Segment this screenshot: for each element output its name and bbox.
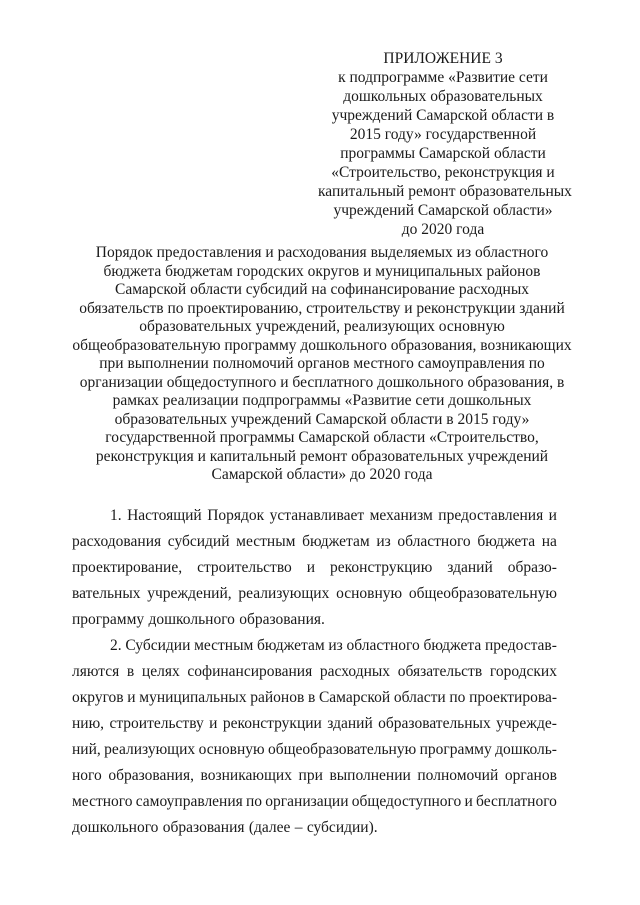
word: и	[127, 689, 136, 706]
word: дошколь-	[495, 741, 557, 758]
word: проектирование,	[72, 559, 183, 576]
word: строительство	[197, 559, 292, 576]
word: расходных	[319, 663, 391, 680]
word: и	[306, 559, 316, 576]
heading-line: бюджета бюджетам городских округов и муниципальных районов	[103, 262, 541, 280]
paragraph-1	[72, 503, 557, 633]
paragraph-line	[72, 711, 557, 737]
paragraph-line	[72, 581, 557, 607]
word: образования.	[239, 611, 325, 628]
word: образовательных	[378, 715, 491, 732]
word: бюджетам	[257, 637, 325, 654]
word: программу	[419, 741, 492, 758]
paragraph-line	[72, 815, 557, 841]
word: по	[246, 793, 263, 810]
word: (далее	[248, 819, 291, 836]
word: строительству	[109, 715, 204, 732]
word: 1.	[110, 507, 122, 524]
word: проектирова-	[469, 689, 557, 706]
word: вательных	[72, 585, 141, 602]
word: в	[126, 663, 135, 680]
word: в	[307, 689, 316, 706]
paragraph-line	[72, 789, 557, 815]
word: из	[328, 637, 343, 654]
appendix-title: ПРИЛОЖЕНИЕ 3	[383, 50, 503, 67]
word: возникающих	[200, 767, 292, 784]
appendix-line: «Строительство, реконструкция и	[331, 164, 555, 181]
appendix-line: учреждений Самарской области»	[333, 202, 553, 219]
appendix-header	[318, 49, 572, 239]
paragraph-line	[72, 555, 557, 581]
appendix-line: учреждений Самарской области в	[331, 107, 555, 124]
word: местным	[236, 533, 296, 550]
word: нию,	[72, 715, 105, 732]
word: софинансирования	[187, 663, 313, 680]
word: зданий	[447, 559, 493, 576]
heading-line: образовательных учреждений, реализующих основную	[139, 318, 505, 335]
word: общедоступного	[351, 793, 462, 810]
document-heading	[62, 244, 582, 485]
word: и	[209, 715, 218, 732]
paragraph-line	[72, 685, 557, 711]
word: округов	[72, 689, 124, 706]
word: субсидии).	[306, 819, 378, 836]
word: общеобразовательную	[408, 585, 557, 602]
word: области	[393, 689, 446, 706]
word: городских	[489, 663, 557, 680]
heading-line: организации общедоступного и бесплатного дошкольного образования, в	[79, 373, 565, 391]
word: образования,	[108, 767, 194, 784]
appendix-line: к подпрограмме «Развитие сети	[338, 69, 548, 86]
word: программу	[72, 611, 145, 628]
word: обязательств	[397, 663, 483, 680]
word: бесплатного	[476, 793, 557, 810]
word: районов	[250, 689, 305, 706]
word: бюджетам	[302, 533, 370, 550]
appendix-line: дошкольных образовательных	[343, 88, 543, 105]
word: ляются	[72, 663, 120, 680]
word: областного	[346, 637, 420, 654]
word: ного	[72, 767, 102, 784]
word: механизм	[369, 507, 433, 524]
word: по	[449, 689, 466, 706]
paragraph-line	[72, 503, 557, 529]
paragraph-2	[72, 633, 557, 841]
word: Настоящий	[127, 507, 202, 524]
word: 2.	[110, 637, 122, 654]
paragraph-line	[72, 633, 557, 659]
heading-line: Самарской области» до 2020 года	[211, 466, 433, 483]
word: реконструкцию	[330, 559, 433, 576]
word: расходования	[72, 533, 162, 550]
appendix-line: программы Самарской области	[340, 145, 546, 162]
word: из	[376, 533, 391, 550]
word: субсидий	[167, 533, 230, 550]
word: бюджета	[477, 533, 536, 550]
word: местным	[194, 637, 254, 654]
paragraph-line	[72, 659, 557, 685]
appendix-line: 2015 году» государственной	[349, 126, 537, 143]
heading-line: государственной программы Самарской области «Строительство,	[105, 429, 539, 446]
heading-line: общеобразовательную программу дошкольного образования, возникающих	[72, 336, 572, 354]
word: дошкольного	[72, 819, 159, 836]
document-body	[72, 503, 557, 841]
word: реконструкции	[222, 715, 322, 732]
word: устанавливает	[269, 507, 365, 524]
heading-line: Порядок предоставления и расходования выделяемых из областного	[95, 244, 549, 261]
word: областного	[397, 533, 471, 550]
word: –	[294, 819, 303, 836]
word: реализующих	[238, 585, 330, 602]
word: образо-	[507, 559, 557, 576]
word: предоставления	[438, 507, 544, 524]
word: организации	[265, 793, 349, 810]
word: на	[541, 533, 557, 550]
paragraph-line	[72, 737, 557, 763]
word: учрежде-	[496, 715, 557, 732]
heading-line: образовательных учреждений Самарской области в 2015 году»	[114, 410, 530, 428]
word: и	[464, 793, 473, 810]
heading-line: обязательств по проектированию, строительству и реконструкции зданий	[79, 299, 565, 317]
word: самоуправления	[135, 793, 243, 810]
word: и	[548, 507, 557, 524]
word: целях	[141, 663, 180, 680]
word: при	[298, 767, 323, 784]
word: Порядок	[207, 507, 265, 524]
paragraph-line	[72, 607, 557, 633]
word: учреждений,	[147, 585, 232, 602]
appendix-line: до 2020 года	[401, 221, 485, 238]
heading-line: Самарской области субсидий на софинансирование расходных	[114, 281, 530, 298]
word: зданий	[327, 715, 373, 732]
word: предостав-	[484, 637, 557, 654]
word: образования	[162, 819, 245, 836]
word: Субсидии	[125, 637, 191, 654]
word: Самарской	[318, 689, 391, 706]
word: ний,	[72, 741, 101, 758]
word: бюджета	[423, 637, 482, 654]
word: муниципальных	[139, 689, 247, 706]
word: органов	[504, 767, 557, 784]
paragraph-line	[72, 763, 557, 789]
heading-line: реконструкция и капитальный ремонт образовательных учреждений	[95, 447, 549, 465]
word: общеобразовательную	[267, 741, 417, 758]
word: основную	[336, 585, 403, 602]
word: полномочий	[417, 767, 499, 784]
word: местного	[72, 793, 133, 810]
heading-line: рамках реализации подпрограммы «Развитие сети дошкольных	[112, 392, 532, 409]
heading-line: при выполнении полномочий органов местного самоуправления по	[99, 355, 545, 372]
paragraph-line	[72, 529, 557, 555]
word: выполнении	[329, 767, 411, 784]
word: реализующих	[104, 741, 196, 758]
word: основную	[198, 741, 265, 758]
appendix-line: капитальный ремонт образовательных	[318, 183, 572, 200]
word: дошкольного	[148, 611, 235, 628]
